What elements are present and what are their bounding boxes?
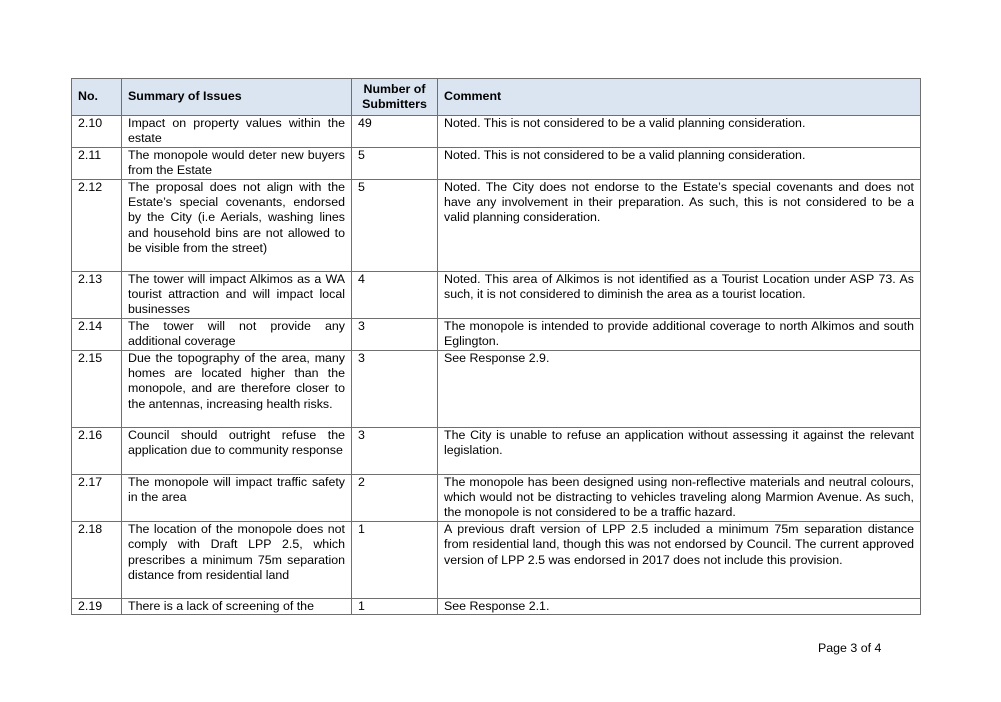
cell-comment: See Response 2.9. — [438, 350, 921, 427]
cell-no: 2.17 — [72, 474, 122, 521]
cell-summary: Council should outright refuse the application due to community response — [122, 427, 352, 474]
cell-summary: The tower will impact Alkimos as a WA tourist attraction and will impact local businesses — [122, 271, 352, 318]
cell-submitters: 5 — [352, 147, 438, 179]
table-row — [72, 271, 921, 318]
table-row — [72, 521, 921, 598]
cell-submitters: 3 — [352, 318, 438, 350]
table-body — [72, 116, 921, 615]
table-header — [72, 79, 921, 116]
cell-summary: The location of the monopole does not comply with Draft LPP 2.5, which prescribes a minimum 75m separation distance from residential land — [122, 521, 352, 598]
cell-no: 2.16 — [72, 427, 122, 474]
table-row — [72, 598, 921, 614]
cell-summary: The proposal does not align with the Estate’s special covenants, endorsed by the City (i.e Aerials, washing lines and household bins are not allowed to be visible from the street) — [122, 179, 352, 271]
cell-summary: The tower will not provide any additional coverage — [122, 318, 352, 350]
cell-summary: The monopole would deter new buyers from the Estate — [122, 147, 352, 179]
cell-no: 2.11 — [72, 147, 122, 179]
cell-comment: Noted. The City does not endorse to the Estate’s special covenants and does not have any involvement in their preparation. As such, this is not considered to be a valid planning consideration. — [438, 179, 921, 271]
cell-submitters: 49 — [352, 116, 438, 148]
cell-comment: Noted. This is not considered to be a valid planning consideration. — [438, 116, 921, 148]
cell-comment: See Response 2.1. — [438, 598, 921, 614]
cell-no: 2.19 — [72, 598, 122, 614]
cell-no: 2.18 — [72, 521, 122, 598]
cell-submitters: 1 — [352, 521, 438, 598]
cell-summary: The monopole will impact traffic safety in the area — [122, 474, 352, 521]
table-row — [72, 427, 921, 474]
cell-comment: The monopole is intended to provide additional coverage to north Alkimos and south Eglington. — [438, 318, 921, 350]
cell-summary: There is a lack of screening of the — [122, 598, 352, 614]
header-no: No. — [72, 79, 122, 116]
table-row — [72, 318, 921, 350]
cell-summary: Due the topography of the area, many homes are located higher than the monopole, and are therefore closer to the antennas, increasing health risks. — [122, 350, 352, 427]
cell-comment: Noted. This area of Alkimos is not identified as a Tourist Location under ASP 73. As such, it is not considered to diminish the area as a tourist location. — [438, 271, 921, 318]
header-submitters: Number of Submitters — [352, 79, 438, 116]
header-summary: Summary of Issues — [122, 79, 352, 116]
cell-comment: The City is unable to refuse an application without assessing it against the relevant legislation. — [438, 427, 921, 474]
cell-submitters: 1 — [352, 598, 438, 614]
cell-no: 2.13 — [72, 271, 122, 318]
cell-no: 2.12 — [72, 179, 122, 271]
cell-submitters: 2 — [352, 474, 438, 521]
cell-comment: The monopole has been designed using non-reflective materials and neutral colours, which would not be distracting to vehicles traveling along Marmion Avenue. As such, the monopole is not considered to be a traffic hazard. — [438, 474, 921, 521]
cell-no: 2.14 — [72, 318, 122, 350]
cell-submitters: 3 — [352, 350, 438, 427]
cell-submitters: 3 — [352, 427, 438, 474]
header-row — [72, 79, 921, 116]
table-row — [72, 350, 921, 427]
cell-summary: Impact on property values within the estate — [122, 116, 352, 148]
table-row — [72, 116, 921, 148]
cell-no: 2.10 — [72, 116, 122, 148]
header-comment: Comment — [438, 79, 921, 116]
cell-no: 2.15 — [72, 350, 122, 427]
cell-comment: A previous draft version of LPP 2.5 included a minimum 75m separation distance from residential land, though this was not endorsed by Council. The current approved version of LPP 2.5 was endorsed in 2017 does not include this provision. — [438, 521, 921, 598]
cell-comment: Noted. This is not considered to be a valid planning consideration. — [438, 147, 921, 179]
table-row — [72, 147, 921, 179]
cell-submitters: 4 — [352, 271, 438, 318]
issues-table — [71, 78, 921, 615]
table-row — [72, 474, 921, 521]
page-number: Page 3 of 4 — [818, 641, 882, 655]
cell-submitters: 5 — [352, 179, 438, 271]
table-row — [72, 179, 921, 271]
